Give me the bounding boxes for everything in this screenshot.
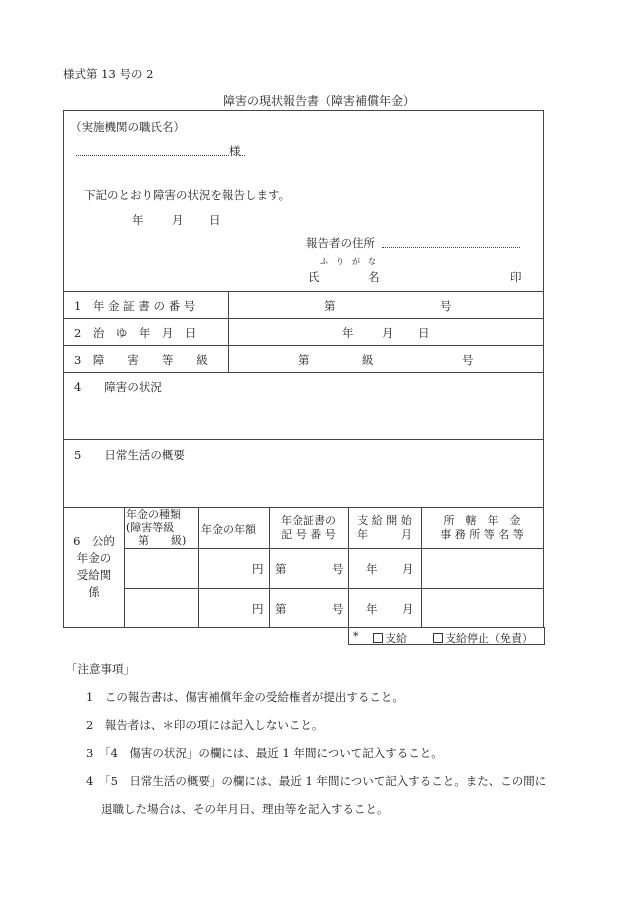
public-pension-label-line3: 受給関 [76,568,112,582]
pay-option-label: 支給 [385,632,407,645]
public-pension-label-line4: 係 [88,585,100,599]
stop-checkbox-icon[interactable] [433,633,443,643]
row2-year[interactable]: 年 [342,326,354,340]
pay-checkbox-icon[interactable] [373,633,383,643]
pension-row-1-go[interactable]: 号 [332,562,344,576]
row2-label: 2 治 ゆ 年 月 日 [74,326,197,340]
stop-option-label: 支給停止（免責） [445,632,533,645]
row1-label: 1 年 金 証 書 の 番 号 [74,299,196,313]
pension-row-2-yen[interactable]: 円 [252,602,264,616]
header-office-line1: 所 轄 年 金 [443,514,521,527]
form-title: 障害の現状報告書（障害補償年金） [223,94,416,108]
row1-go[interactable]: 号 [440,299,452,313]
name-label-1: 氏 [308,270,320,284]
header-start-date [348,514,421,542]
report-statement: 下記のとおり障害の状況を報告します。 [84,188,291,202]
pension-row-2-year[interactable]: 年 [366,602,378,616]
header-pension-type [124,508,198,547]
note-item-4-continued: 退職した場合は、その年月日、理由等を記入すること。 [101,802,389,816]
seal-mark: 印 [510,270,522,284]
report-form [63,110,544,645]
row1-dai[interactable]: 第 [324,299,336,313]
row3-kyu[interactable]: 級 [362,353,374,367]
row2-day[interactable]: 日 [418,326,430,340]
header-office [421,514,543,542]
header-cert-number-line2: 記 号 番 号 [281,528,336,541]
pension-row-2-month[interactable]: 月 [402,602,414,616]
pension-row-1-year[interactable]: 年 [366,562,378,576]
note-item-1: 1 この報告書は、傷害補償年金の受給権者が提出すること。 [86,690,404,704]
reporter-address-line[interactable] [382,247,520,248]
form-number: 様式第 13 号の 2 [63,67,154,81]
pension-row-1-month[interactable]: 月 [402,562,414,576]
note-item-2: 2 報告者は、＊印の項には記入しないこと。 [86,718,324,732]
daily-life-label: 5 日常生活の概要 [74,448,185,462]
header-cert-number [269,514,348,542]
header-pension-type-line2: (障害等級 [126,521,175,534]
note-item-4: 4 「5 日常生活の概要」の欄には、最近 1 年間について記入すること。また、この間に [86,774,547,788]
row3-label: 3 障 害 等 級 [74,353,208,367]
pension-row-1-dai[interactable]: 第 [275,562,287,576]
name-label-2: 名 [368,270,380,284]
header-pension-type-line1: 年金の種類 [126,508,181,521]
header-start-date-line2: 年 月 [357,528,412,541]
pension-row-2-dai[interactable]: 第 [275,602,287,616]
note-item-3: 3 「4 傷害の状況」の欄には、最近 1 年間について記入すること。 [86,746,443,760]
row2-month[interactable]: 月 [382,326,394,340]
pension-row-2-go[interactable]: 号 [332,602,344,616]
daily-life-field[interactable] [64,463,543,506]
row3-dai[interactable]: 第 [298,353,310,367]
addressee-suffix-dots [239,155,245,156]
reporter-address-label: 報告者の住所 [306,236,375,250]
disability-status-label: 4 障害の状況 [74,380,162,394]
header-cert-number-line1: 年金証書の [281,514,336,527]
addressee-suffix: 様 [229,144,241,158]
office-use-asterisk: * [353,630,359,643]
office-use-stop-option[interactable] [433,630,533,646]
public-pension-label [64,533,124,601]
notes-heading: 「注意事項」 [66,662,135,676]
furigana-label: ふ り が な [320,257,376,266]
header-start-date-line1: 支 給 開 始 [357,514,412,527]
header-pension-type-line3: 第 級) [138,534,187,547]
office-use-pay-option[interactable] [373,630,407,646]
date-day-label[interactable]: 日 [209,213,221,227]
header-pension-amount: 年金の年額 [201,523,256,536]
pension-row-1-yen[interactable]: 円 [252,562,264,576]
date-month-label[interactable]: 月 [172,213,184,227]
addressee-input-line[interactable] [76,155,229,156]
disability-status-field[interactable] [64,396,543,438]
public-pension-label-line2: 年金の [76,551,112,565]
public-pension-label-line1: 6 公的 [73,534,115,548]
date-year-label[interactable]: 年 [132,213,144,227]
header-office-line2: 事 務 所 等 名 等 [440,528,524,541]
addressee-label: （実施機関の職氏名） [70,120,185,134]
row3-go[interactable]: 号 [462,353,474,367]
